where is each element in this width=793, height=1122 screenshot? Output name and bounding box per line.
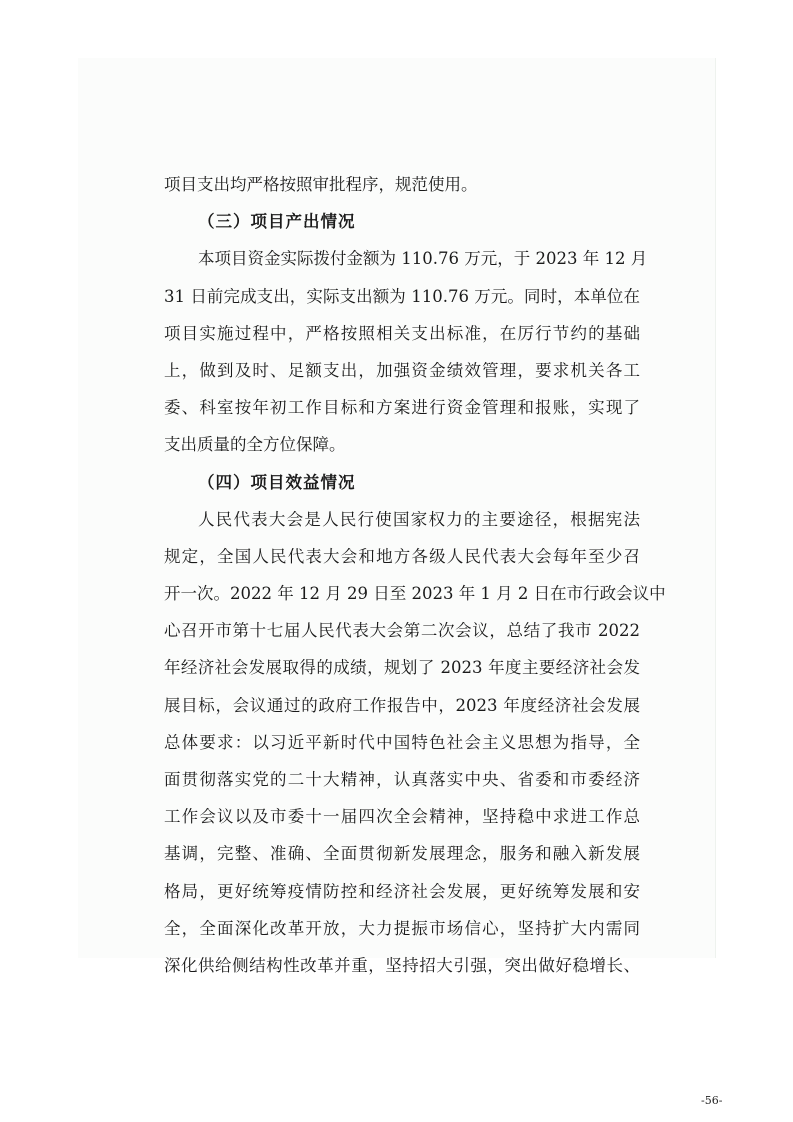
paragraph-line: 年经济社会发展取得的成绩，规划了 2023 年度主要经济社会发 — [164, 658, 640, 678]
paragraph-line: 本项目资金实际拨付金额为 110.76 万元，于 2023 年 12 月 — [198, 249, 648, 269]
paragraph-line: 项目支出均严格按照审批程序，规范使用。 — [164, 175, 478, 194]
paragraph-line: 面贯彻落实党的二十大精神，认真落实中央、省委和市委经济 — [164, 770, 640, 789]
section-heading-output: （三）项目产出情况 — [198, 212, 356, 232]
paragraph-line: 基调，完整、准确、全面贯彻新发展理念，服务和融入新发展 — [164, 844, 640, 864]
paragraph-line: 人民代表大会是人民行使国家权力的主要途径，根据宪法 — [198, 509, 640, 529]
paragraph-line: 深化供给侧结构性改革并重，坚持招大引强，突出做好稳增长、 — [164, 955, 640, 975]
paragraph-line: 展目标，会议通过的政府工作报告中，2023 年度经济社会发展 — [164, 695, 640, 715]
paragraph-line: 总体要求：以习近平新时代中国特色社会主义思想为指导，全 — [164, 732, 640, 752]
paragraph-line: 全，全面深化改革开放，大力提振市场信心，坚持扩大内需同 — [164, 918, 640, 938]
paragraph-line: 格局，更好统筹疫情防控和经济社会发展，更好统筹发展和安 — [164, 881, 640, 901]
paragraph-line: 上，做到及时、足额支出，加强资金绩效管理，要求机关各工 — [164, 360, 640, 380]
paragraph-line: 项目实施过程中，严格按照相关支出标准，在厉行节约的基础 — [164, 323, 640, 343]
paragraph-line: 支出质量的全方位保障。 — [164, 435, 346, 455]
paragraph-line: 开一次。2022 年 12 月 29 日至 2023 年 1 月 2 日在市行政会议中 — [164, 584, 666, 604]
paragraph-line: 工作会议以及市委十一届四次全会精神，坚持稳中求进工作总 — [164, 807, 640, 827]
paragraph-line: 规定，全国人民代表大会和地方各级人民代表大会每年至少召 — [164, 546, 640, 566]
document-body — [164, 166, 666, 984]
paragraph-line: 31 日前完成支出，实际支出额为 110.76 万元。同时，本单位在 — [164, 286, 640, 306]
page-number: -56- — [701, 1094, 723, 1107]
section-heading-benefit: （四）项目效益情况 — [198, 472, 356, 492]
paragraph-line: 心召开市第十七届人民代表大会第二次会议，总结了我市 2022 — [164, 621, 640, 641]
paragraph-line: 委、科室按年初工作目标和方案进行资金管理和报账，实现了 — [164, 398, 640, 418]
